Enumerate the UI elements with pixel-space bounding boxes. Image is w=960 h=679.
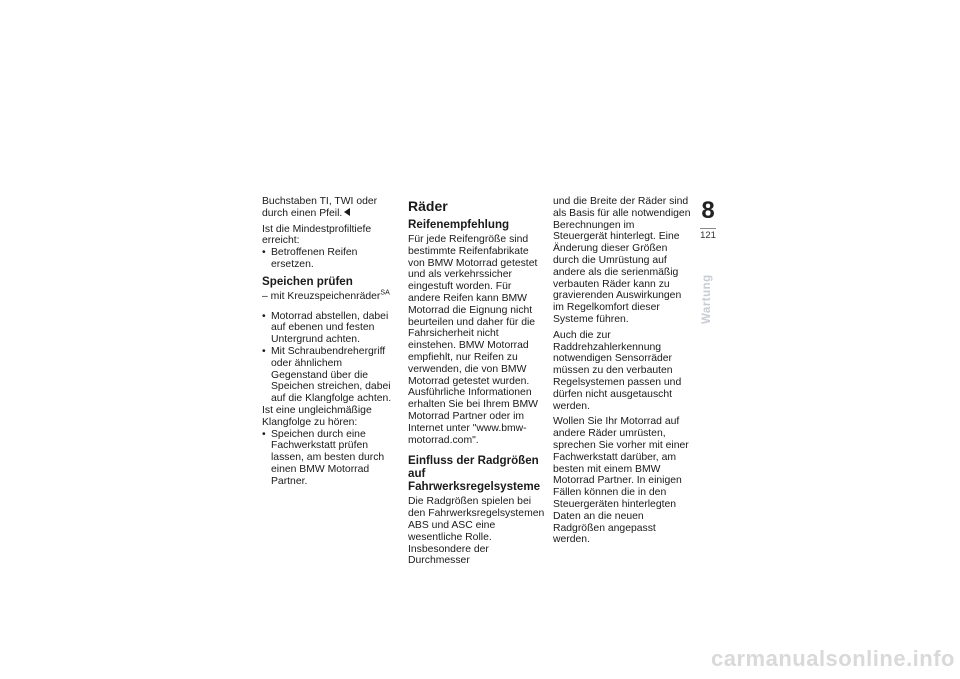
section-title: Räder <box>408 198 448 214</box>
influence-heading: Einfluss der Radgrößen auf Fahrwerksregelsysteme <box>408 454 541 494</box>
page-number: 121 <box>700 230 716 241</box>
uneven-text: Ist eine ungleichmäßige Klangfolge zu hören: <box>262 404 372 428</box>
spokes-heading: Speichen prüfen <box>262 274 353 288</box>
chapter-divider <box>700 228 716 229</box>
recommendation-heading: Reifenempfehlung <box>408 218 510 231</box>
min-depth-text: Ist die Mindestprofiltiefe erreicht: <box>262 223 372 247</box>
paragraph-1: und die Breite der Räder sind als Basis für alle notwendigen Berechnungen im Steuergerät hinterlegt. Eine Änderung dieser Größen durch die Umrüstung auf andere als die serienmäßig verbauten Räder kann zu gravierenden Auswirkungen im Regelkomfort dieser Systeme führen. <box>553 196 691 325</box>
min-depth-action: • Betroffenen Reifen ersetzen. <box>262 247 400 271</box>
chapter-number: 8 <box>701 197 715 224</box>
end-marker-icon <box>344 208 350 216</box>
step-2: • Mit Schraubendrehergriff oder ähnlichem Gegenstand über die Speichen streichen, dabei auf die Klangfolge achten. <box>262 346 400 405</box>
watermark: carmanualsonline.info <box>711 646 955 671</box>
column-right <box>553 196 691 550</box>
intro-text: Buchstaben TI, TWI oder durch einen Pfeil. <box>262 196 378 219</box>
column-middle <box>408 196 546 571</box>
influence-text: Die Radgrößen spielen bei den Fahrwerksregelsystemen ABS und ASC eine wesentliche Rolle. Insbesondere der Durchmesser <box>408 496 545 567</box>
step-1: • Motorrad abstellen, dabei auf ebenen und festen Untergrund achten. <box>262 311 400 346</box>
recommendation-text: Für jede Reifengröße sind bestimmte Reifenfabrikate von BMW Motorrad getestet und als verkehrssicher eingestuft worden. Für andere Reifen kann BMW Motorrad die Eignung nicht beurteilen und daher für die Fahrsicherheit nicht einstehen. BMW Motorrad empfiehlt, nur Reifen zu verwenden, die von BMW Motorrad getestet wurden. Ausführliche Informationen erhalten Sie bei Ihrem BMW Motorrad Partner oder im Internet unter "www.bmw-motorrad.com". <box>408 234 538 446</box>
step-3: • Speichen durch eine Fachwerkstatt prüfen lassen, am besten durch einen BMW Motorrad Partner. <box>262 429 400 488</box>
paragraph-2: Auch die zur Raddrehzahlerkennung notwendigen Sensorräder müssen zu den verbauten Regelsystemen passen und dürfen nicht ausgetauscht werden. <box>553 329 682 412</box>
paragraph-3: Wollen Sie Ihr Motorrad auf andere Räder umrüsten, sprechen Sie vorher mit einer Fachwerkstatt darüber, am besten mit einem BMW Motorrad Partner. In einigen Fällen können die in den Steuergeräten hinterlegten Daten an die neuen Radgrößen angepasst werden. <box>553 416 689 546</box>
chapter-label: Wartung <box>701 274 713 324</box>
column-left <box>262 196 400 488</box>
spokes-option: – mit Kreuzspeichenräder$^{SA}$ <box>262 289 390 302</box>
